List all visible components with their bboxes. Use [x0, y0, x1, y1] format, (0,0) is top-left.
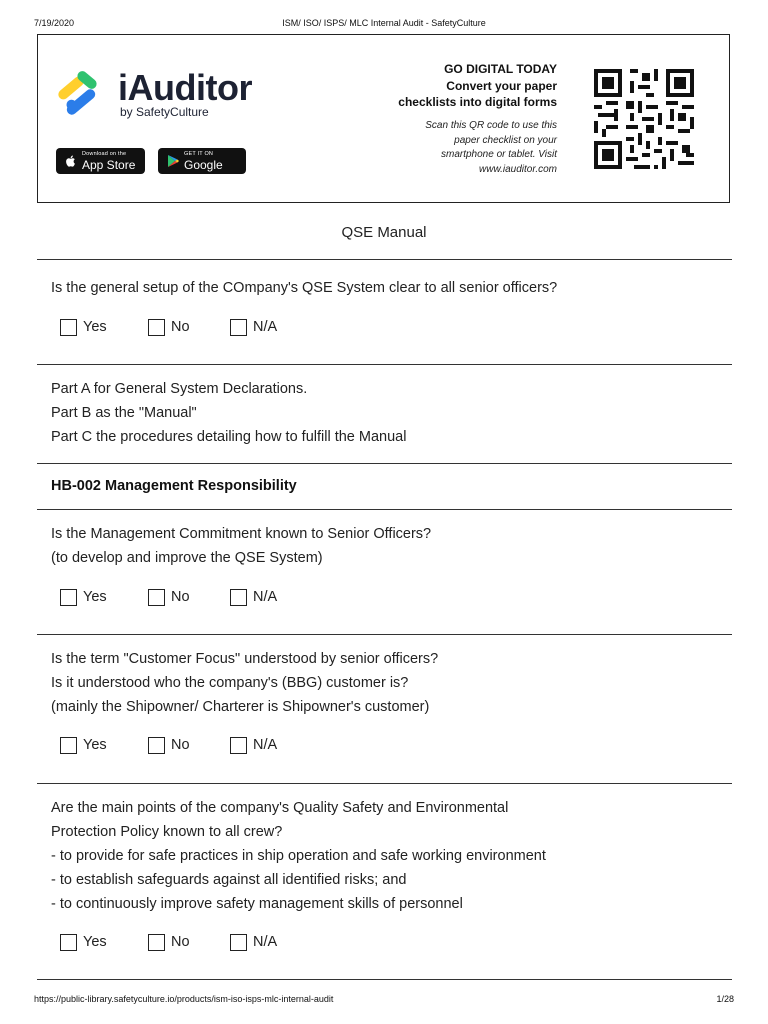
- google-play-label: Google Play: [184, 158, 223, 186]
- promo-banner: [37, 34, 730, 203]
- question-text: [51, 522, 431, 570]
- heading-line: HB-002 Management Responsibility: [51, 478, 297, 494]
- google-play-caption: GET IT ON: [184, 151, 214, 157]
- checkbox[interactable]: [230, 589, 247, 606]
- apple-icon: [64, 154, 78, 168]
- option-yes[interactable]: [60, 317, 107, 337]
- option-label: N/A: [253, 737, 278, 753]
- question-line: - to establish safeguards against all identified risks; and: [51, 872, 407, 888]
- option-na[interactable]: [230, 317, 277, 337]
- divider: [37, 979, 732, 980]
- option-no[interactable]: [148, 587, 190, 607]
- subsection-heading: [51, 474, 297, 498]
- checkbox[interactable]: [60, 589, 77, 606]
- app-store-button[interactable]: [56, 148, 145, 174]
- promo-note-line: paper checklist on your: [454, 135, 557, 146]
- option-na[interactable]: [230, 932, 277, 952]
- option-yes[interactable]: [60, 735, 107, 755]
- option-label: Yes: [83, 934, 107, 950]
- option-label: No: [171, 934, 190, 950]
- promo-line: Convert your paper: [446, 79, 557, 93]
- app-store-label: App Store: [82, 158, 136, 172]
- option-na[interactable]: [230, 735, 277, 755]
- question-line: Is it understood who the company's (BBG) customer is?: [51, 675, 409, 691]
- print-title: ISM/ ISO/ ISPS/ MLC Internal Audit - SafetyCulture: [282, 18, 486, 28]
- checkbox[interactable]: [60, 737, 77, 754]
- info-line: Part A for General System Declarations.: [51, 381, 308, 397]
- question-line: Is the term "Customer Focus" understood by senior officers?: [51, 651, 439, 667]
- iauditor-logo-icon: [56, 69, 112, 119]
- info-text: [51, 377, 406, 449]
- question-line: Protection Policy known to all crew?: [51, 824, 283, 840]
- checkbox[interactable]: [60, 319, 77, 336]
- divider: [37, 463, 732, 464]
- divider: [37, 259, 732, 260]
- option-label: No: [171, 319, 190, 335]
- option-label: N/A: [253, 589, 278, 605]
- app-store-caption: Download on the: [82, 151, 127, 157]
- option-label: N/A: [253, 319, 278, 335]
- option-label: No: [171, 737, 190, 753]
- qr-code-icon[interactable]: [594, 69, 694, 169]
- divider: [37, 509, 732, 510]
- option-label: Yes: [83, 737, 107, 753]
- checkbox[interactable]: [148, 737, 165, 754]
- google-play-button[interactable]: [158, 148, 246, 186]
- checkbox[interactable]: [230, 934, 247, 951]
- print-url: https://public-library.safetyculture.io/products/ism-iso-isps-mlc-internal-audit: [34, 994, 334, 1004]
- section-title: QSE Manual: [341, 224, 427, 241]
- promo-note-line: smartphone or tablet. Visit: [441, 149, 557, 160]
- question-line: Is the Management Commitment known to Senior Officers?: [51, 526, 432, 542]
- question-text: [51, 647, 438, 719]
- checkbox[interactable]: [230, 737, 247, 754]
- promo-title: GO DIGITAL TODAY: [444, 62, 557, 76]
- divider: [37, 634, 732, 635]
- question-line: Are the main points of the company's Quality Safety and Environmental: [51, 800, 509, 816]
- option-yes[interactable]: [60, 587, 107, 607]
- page-number: 1/28: [716, 994, 734, 1004]
- option-no[interactable]: [148, 932, 190, 952]
- brand-subtitle: by SafetyCulture: [120, 105, 209, 119]
- promo-note-link[interactable]: www.iauditor.com: [479, 164, 557, 175]
- checkbox[interactable]: [148, 934, 165, 951]
- option-no[interactable]: [148, 735, 190, 755]
- option-label: Yes: [83, 319, 107, 335]
- info-line: Part C the procedures detailing how to fulfill the Manual: [51, 429, 407, 445]
- option-yes[interactable]: [60, 932, 107, 952]
- question-text: [51, 796, 546, 916]
- question-line: - to provide for safe practices in ship operation and safe working environment: [51, 848, 546, 864]
- promo-line: checklists into digital forms: [398, 95, 557, 109]
- question-line: (mainly the Shipowner/ Charterer is Shipowner's customer): [51, 699, 430, 715]
- question-line: Is the general setup of the COmpany's QSE System clear to all senior officers?: [51, 280, 558, 296]
- option-label: Yes: [83, 589, 107, 605]
- checkbox[interactable]: [148, 589, 165, 606]
- option-label: No: [171, 589, 190, 605]
- option-na[interactable]: [230, 587, 277, 607]
- print-date: 7/19/2020: [34, 18, 75, 28]
- google-play-icon: [166, 154, 180, 168]
- checkbox[interactable]: [230, 319, 247, 336]
- option-label: N/A: [253, 934, 278, 950]
- question-line: (to develop and improve the QSE System): [51, 550, 323, 566]
- brand-name: iAuditor: [118, 67, 252, 108]
- promo-note-line: Scan this QR code to use this: [425, 120, 557, 131]
- checkbox[interactable]: [60, 934, 77, 951]
- question-line: - to continuously improve safety management skills of personnel: [51, 896, 463, 912]
- question-text: [51, 276, 557, 300]
- checkbox[interactable]: [148, 319, 165, 336]
- option-no[interactable]: [148, 317, 190, 337]
- info-line: Part B as the "Manual": [51, 405, 197, 421]
- divider: [37, 783, 732, 784]
- divider: [37, 364, 732, 365]
